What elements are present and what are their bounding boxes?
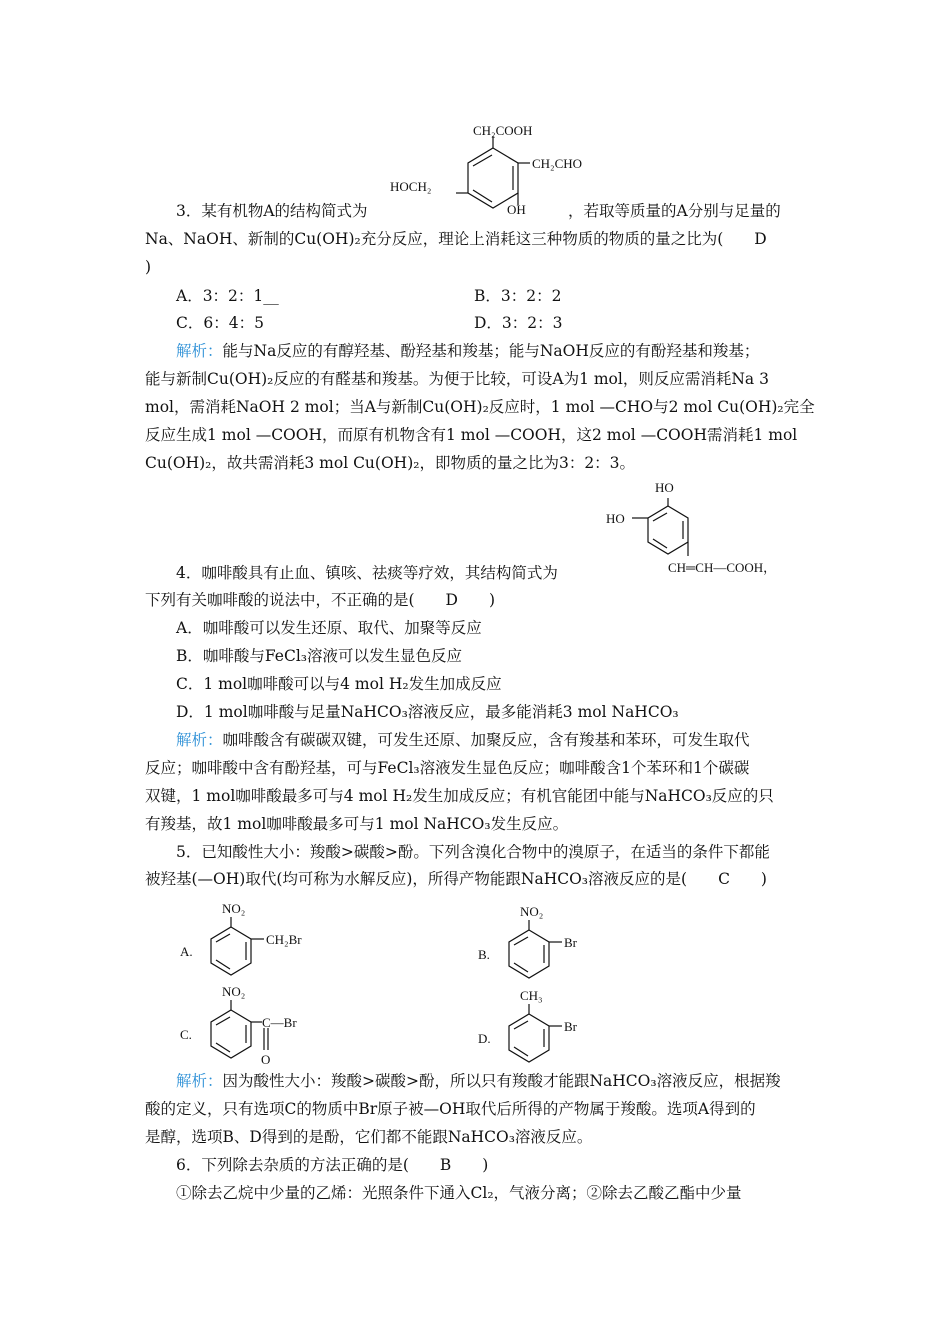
q5-b-top: NO₂ <box>520 904 544 919</box>
q3-analysis-1 <box>176 341 759 361</box>
q5-stem-2: 被羟基(—OH)取代(均可称为水解反应)，所得产物能跟NaHCO₃溶液反应的是( C ) <box>145 870 767 888</box>
q5-a-label: A. <box>180 944 193 959</box>
q5-structure-c <box>178 978 338 1078</box>
q5-a-top: NO₂ <box>222 901 246 916</box>
q5-c-label: C. <box>180 1027 192 1042</box>
q6-line2: ①除去乙烷中少量的乙烯：光照条件下通入Cl₂，气液分离；②除去乙酸乙酯中少量 <box>176 1184 742 1202</box>
q4-option-a: A．咖啡酸可以发生还原、取代、加聚等反应 <box>176 619 482 637</box>
q3-option-b: B．3：2：2 <box>474 287 562 305</box>
q3-analysis-4: 反应生成1 mol —COOH，而原有机物含有1 mol —COOH，这2 mol —COOH需消耗1 mol <box>145 426 798 444</box>
q5-analysis-1 <box>176 1071 781 1091</box>
q4-oh-top: HO <box>655 480 674 495</box>
q4-stem: 4．咖啡酸具有止血、镇咳、祛痰等疗效，其结构简式为 <box>176 564 558 582</box>
analysis-text: 因为酸性大小：羧酸>碳酸>酚，所以只有羧酸才能跟NaHCO₃溶液反应，根据羧 <box>222 1072 781 1090</box>
q3-analysis-2: 能与新制Cu(OH)₂反应的有醛基和羧基。为便于比较，可设A为1 mol，则反应需消耗Na 3 <box>145 370 769 388</box>
q5-structure-d <box>476 982 616 1062</box>
q3-option-a: A．3：2：1__ <box>176 287 279 305</box>
q4-analysis-4: 有羧基，故1 mol咖啡酸最多可与1 mol NaHCO₃发生反应。 <box>145 815 569 833</box>
q5-analysis-2: 酸的定义，只有选项C的物质中Br原子被—OH取代后所得的产物属于羧酸。选项A得到的 <box>145 1100 756 1118</box>
q4-option-c: C．1 mol咖啡酸可以与4 mol H₂发生加成反应 <box>176 675 502 693</box>
q5-analysis-3: 是醇，选项B、D得到的是酚，它们都不能跟NaHCO₃溶液反应。 <box>145 1128 593 1146</box>
analysis-label: 解析： <box>176 1072 223 1090</box>
q5-structure-a <box>178 895 338 975</box>
q3-line3: ) <box>145 258 152 276</box>
q5-b-side: Br <box>564 935 577 950</box>
q5-c-side: C—Br <box>262 1015 297 1030</box>
q3-option-d: D．3：2：3 <box>474 314 563 332</box>
q3-analysis-5: Cu(OH)₂，故共需消耗3 mol Cu(OH)₂，即物质的量之比为3：2：3。 <box>145 454 636 472</box>
q3-analysis-3: mol，需消耗NaOH 2 mol；当A与新制Cu(OH)₂反应时，1 mol —CHO与2 mol Cu(OH)₂完全 <box>145 398 815 416</box>
q3-left-group: HOCH₂ <box>390 179 432 194</box>
q3-option-c: C．6：4：5 <box>176 314 264 332</box>
q5-c-bottom: O <box>261 1052 271 1067</box>
q5-a-side: CH₂Br <box>266 932 302 947</box>
q5-d-label: D. <box>478 1031 491 1046</box>
q3-right-group: CH₂CHO <box>532 156 583 171</box>
q3-structure <box>388 118 588 217</box>
q5-c-top: NO₂ <box>222 984 246 999</box>
analysis-label: 解析： <box>176 342 223 360</box>
q3-bottom-group: OH <box>507 202 526 217</box>
q3-stem-a: 3．某有机物A的结构简式为 <box>176 202 368 220</box>
q4-structure <box>600 478 800 578</box>
q3-top-group: CH₂COOH <box>473 123 533 138</box>
q4-option-d: D．1 mol咖啡酸与足量NaHCO₃溶液反应，最多能消耗3 mol NaHCO₃ <box>176 703 679 721</box>
q5-d-top: CH₃ <box>520 988 543 1003</box>
q6-stem: 6．下列除去杂质的方法正确的是( B ) <box>176 1156 489 1174</box>
q4-analysis-2: 反应；咖啡酸中含有酚羟基，可与FeCl₃溶液发生显色反应；咖啡酸含1个苯环和1个碳碳 <box>145 759 750 777</box>
analysis-text: 咖啡酸含有碳碳双键，可发生还原、加聚反应，含有羧基和苯环，可发生取代 <box>222 731 750 749</box>
q4-analysis-1 <box>176 730 750 750</box>
analysis-text: 能与Na反应的有醇羟基、酚羟基和羧基；能与NaOH反应的有酚羟基和羧基； <box>222 342 760 360</box>
q4-chain: CH═CH—COOH， <box>668 560 777 575</box>
q4-oh-left: HO <box>606 511 625 526</box>
q4-analysis-3: 双键，1 mol咖啡酸最多可与4 mol H₂发生加成反应；有机官能团中能与NaHCO₃反应的只 <box>145 787 774 805</box>
q5-b-label: B. <box>478 947 490 962</box>
q5-structure-b <box>476 898 616 978</box>
q5-stem-1: 5．已知酸性大小：羧酸>碳酸>酚。下列含溴化合物中的溴原子，在适当的条件下都能 <box>176 843 770 861</box>
q5-d-side: Br <box>564 1019 577 1034</box>
q3-line2: Na、NaOH、新制的Cu(OH)₂充分反应，理论上消耗这三种物质的物质的量之比为( D <box>145 230 767 248</box>
q4-line2: 下列有关咖啡酸的说法中，不正确的是( D ) <box>145 591 496 609</box>
analysis-label: 解析： <box>176 731 223 749</box>
q4-option-b: B．咖啡酸与FeCl₃溶液可以发生显色反应 <box>176 647 463 665</box>
q3-stem-b: ，若取等质量的A分别与足量的 <box>568 202 781 220</box>
